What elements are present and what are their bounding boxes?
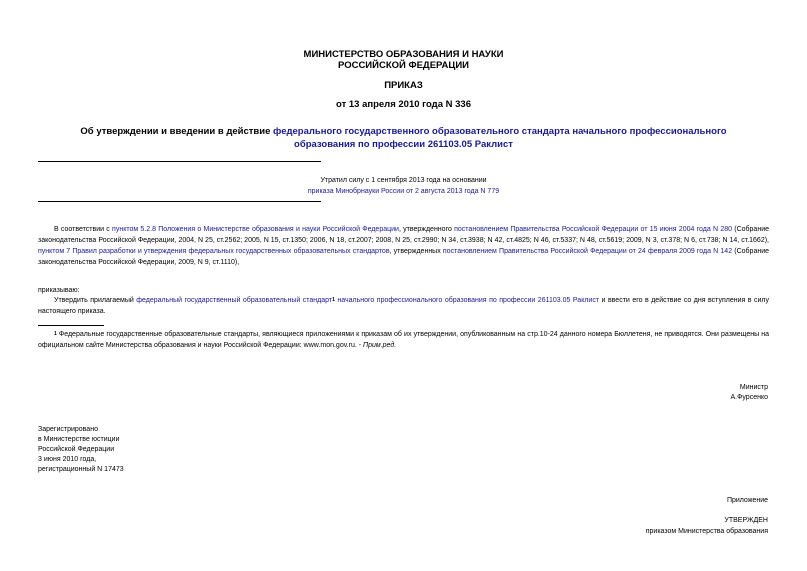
footnote-paragraph [38, 329, 769, 351]
preamble-text-3: (Собрание законодательства Российской Федерации, 2004, N 25, ст.2562; 2005, N 15, ст.1350; 2006, N 18, ст.2007; 2008, N 25, ст.2990; N 34, ст.3938; N 42, ст.4825; N 46, ст.5337; N 48, ст.5619; 2009, N 3, ст.378; N 6, ст.738; N 14, ст.1662), [38, 226, 769, 244]
regulation-clause-link[interactable]: пунктом 5.2.8 Положения о Министерстве образования и науки Российской Федерации [112, 226, 399, 233]
registration-line-5: регистрационный N 17473 [38, 466, 124, 473]
government-decree-142-link[interactable]: постановлением Правительства Российской Федерации от 24 февраля 2009 года N 142 [442, 248, 733, 255]
preamble-text-5: (Собрание законодательства Российской Федерации, 2009, N 9, ст.1110), [38, 248, 770, 266]
rules-clause-7-link[interactable]: пунктом 7 Правил разработки и утверждения федеральных государственных образовательных стандартов [38, 248, 390, 255]
footnote-mark: 1 [54, 331, 57, 337]
preamble-text-4: , утвержденных [389, 248, 443, 255]
title-standard-link[interactable]: федерального государственного образовательного стандарта начального профессионального образования по профессии 261103.05 Раклист [273, 126, 727, 150]
preamble-paragraph [38, 224, 769, 268]
order-text-1: Утвердить прилагаемый [54, 297, 137, 304]
ministry-name-line1: МИНИСТЕРСТВО ОБРАЗОВАНИЯ И НАУКИ [303, 49, 504, 60]
divider-bottom [38, 201, 321, 202]
registration-block [38, 425, 124, 475]
editor-note: Прим.ред. [363, 342, 397, 349]
registration-line-2: в Министерстве юстиции [38, 436, 120, 443]
title-prefix: Об утверждении и введении в действие [80, 126, 274, 137]
preamble-text-1: В соответствии с [54, 226, 113, 233]
government-decree-280-link[interactable]: постановлением Правительства Российской Федерации от 15 июня 2004 года N 280 [454, 226, 732, 233]
signature-name: А.Фурсенко [730, 394, 768, 401]
status-repeal-link[interactable]: приказа Минобрнауки России от 2 августа 2013 года N 779 [307, 188, 500, 195]
registration-line-1: Зарегистрировано [38, 426, 98, 433]
footnote-divider [38, 325, 104, 326]
appendix-approved-by: приказом Министерства образования [645, 528, 768, 535]
order-text-2: и ввести его в действие со дня вступления в силу настоящего приказа. [38, 297, 769, 315]
appendix-approved: УТВЕРЖДЕН [724, 517, 768, 524]
registration-line-4: 3 июня 2010 года, [38, 456, 97, 463]
standard-profession-link[interactable]: начального профессионального образования по профессии 261103.05 Раклист [334, 297, 600, 304]
document-date-number: от 13 апреля 2010 года N 336 [336, 99, 471, 110]
document-title [60, 125, 747, 151]
document-type: ПРИКАЗ [384, 80, 423, 91]
registration-line-3: Российской Федерации [38, 446, 115, 453]
order-paragraph [38, 295, 769, 317]
footnote-ref[interactable]: 1 [332, 297, 335, 303]
standard-link[interactable]: федеральный государственный образовательный стандарт [136, 297, 333, 304]
divider-top [38, 161, 321, 162]
order-word: приказываю: [38, 287, 80, 294]
ministry-name-line2: РОССИЙСКОЙ ФЕДЕРАЦИИ [337, 60, 469, 71]
footnote-text: Федеральные государственные образовательные стандарты, являющиеся приложениями к приказам об их утверждении, опубликованным на стр.10-24 данного номера Бюллетеня, не приводятся. Они размещены на официальном сайте Министерства образования и науки Российской Федерации: www.mon.gov.ru. - [38, 331, 769, 349]
status-note: Утратил силу с 1 сентября 2013 года на основании [320, 177, 487, 184]
appendix-label: Приложение [726, 497, 768, 504]
preamble-text-2: , утвержденного [398, 226, 455, 233]
signature-position: Министр [739, 384, 768, 391]
